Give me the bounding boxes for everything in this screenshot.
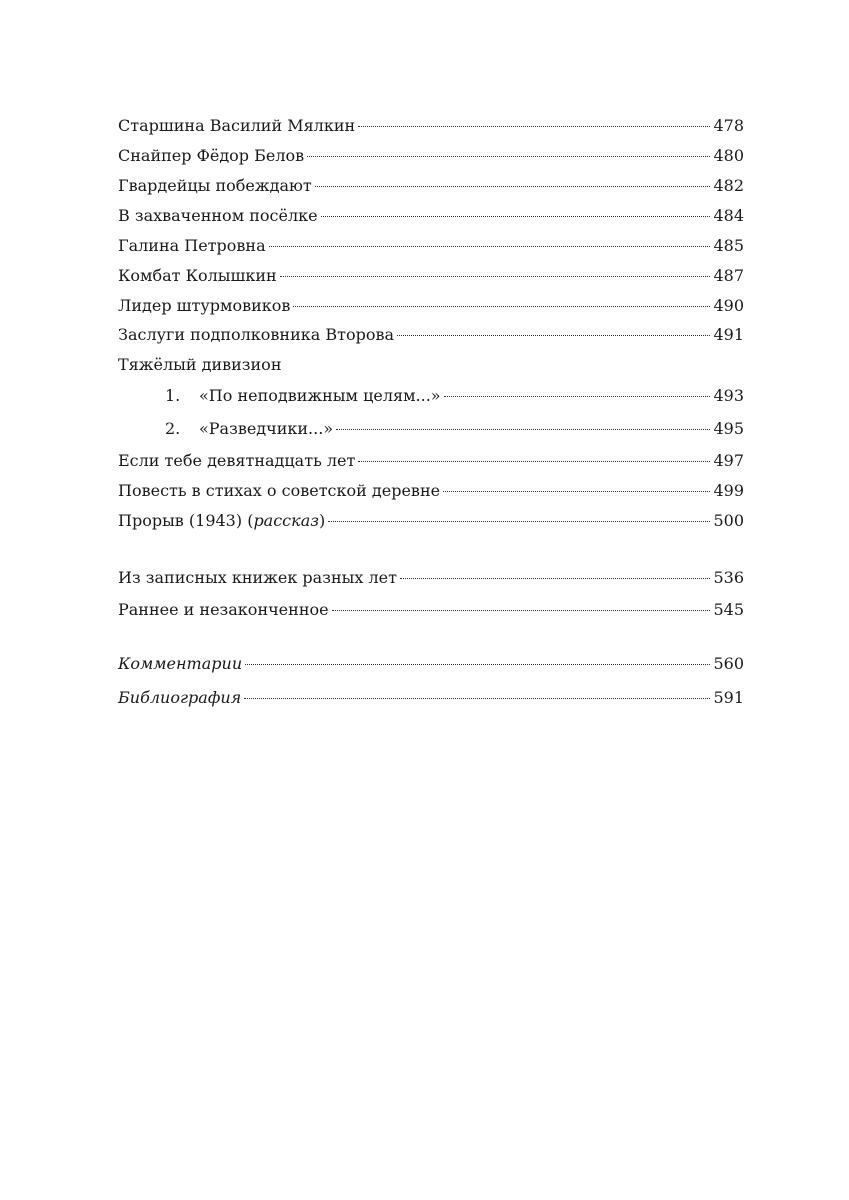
toc-entry[interactable]: [118, 566, 744, 590]
toc-entry-title: Снайпер Фёдор Белов: [118, 146, 305, 165]
dot-leader: [245, 664, 710, 665]
toc-entry-number: 1.: [165, 386, 181, 405]
toc-section-heading[interactable]: [118, 353, 744, 377]
dot-leader: [328, 521, 710, 522]
dot-leader: [444, 396, 711, 397]
toc-sub-entry[interactable]: [165, 417, 744, 441]
toc-entry-title: Повесть в стихах о советской деревне: [118, 481, 441, 500]
dot-leader: [358, 126, 710, 127]
toc-entry[interactable]: [118, 652, 744, 676]
dot-leader: [336, 429, 710, 430]
toc-entry-page: 493: [713, 386, 744, 405]
toc-entry[interactable]: [118, 174, 744, 198]
toc-entry-page: 499: [713, 481, 744, 500]
dot-leader: [358, 461, 710, 462]
dot-leader: [307, 156, 710, 157]
toc-entry-title: Комментарии: [118, 654, 243, 673]
toc-entry-page: 487: [713, 266, 744, 285]
toc-entry-page: 480: [713, 146, 744, 165]
toc-entry[interactable]: [118, 264, 744, 288]
dot-leader: [400, 578, 711, 579]
toc-entry-title-main: Прорыв (1943) (: [118, 511, 254, 530]
toc-entry-title: Галина Петровна: [118, 236, 266, 255]
toc-entry-page: 536: [713, 568, 744, 587]
toc-entry[interactable]: [118, 234, 744, 258]
toc-entry-title: [118, 509, 325, 533]
dot-leader: [443, 491, 710, 492]
toc-entry[interactable]: [118, 114, 744, 138]
toc-entry-page: 591: [713, 688, 744, 707]
toc-entry-title: Комбат Колышкин: [118, 266, 277, 285]
toc-entry-page: 491: [713, 325, 744, 344]
toc-entry-page: 495: [713, 419, 744, 438]
toc-entry-title: В захваченном посёлке: [118, 206, 318, 225]
toc-entry-title-end: ): [318, 511, 326, 530]
toc-entry[interactable]: [118, 479, 744, 503]
toc-entry-page: 485: [713, 236, 744, 255]
toc-entry-page: 500: [713, 511, 744, 530]
toc-entry-title: Раннее и незаконченное: [118, 600, 329, 619]
toc-entry-title: «Разведчики...»: [199, 419, 334, 438]
toc-entry[interactable]: [118, 294, 744, 318]
dot-leader: [315, 186, 711, 187]
toc-entry-page: 545: [713, 600, 744, 619]
toc-entry[interactable]: [118, 144, 744, 168]
toc-entry-title: Тяжёлый дивизион: [118, 355, 282, 374]
toc-entry[interactable]: [118, 323, 744, 347]
toc-entry-page: 482: [713, 176, 744, 195]
dot-leader: [321, 216, 711, 217]
dot-leader: [332, 610, 711, 611]
toc-sub-entry[interactable]: [165, 384, 744, 408]
dot-leader: [269, 246, 711, 247]
toc-entry-title: «По неподвижным целям...»: [199, 386, 441, 405]
toc-entry[interactable]: [118, 509, 744, 533]
toc-entry-page: 484: [713, 206, 744, 225]
toc-entry[interactable]: [118, 686, 744, 710]
toc-entry-title: Заслуги подполковника Второва: [118, 325, 395, 344]
toc-entry-title-italic: рассказ: [253, 511, 319, 530]
table-of-contents: [118, 0, 744, 1200]
toc-entry-title: Если тебе девятнадцать лет: [118, 451, 356, 470]
toc-entry[interactable]: [118, 204, 744, 228]
dot-leader: [244, 698, 710, 699]
toc-entry-title: Из записных книжек разных лет: [118, 568, 397, 587]
toc-entry-page: 497: [713, 451, 744, 470]
toc-entry-page: 478: [713, 116, 744, 135]
toc-entry-title: Библиография: [118, 688, 242, 707]
toc-entry-number: 2.: [165, 419, 181, 438]
toc-entry-page: 490: [713, 296, 744, 315]
dot-leader: [293, 306, 710, 307]
dot-leader: [280, 276, 711, 277]
dot-leader: [397, 335, 710, 336]
toc-entry[interactable]: [118, 598, 744, 622]
toc-entry[interactable]: [118, 449, 744, 473]
toc-entry-title: Лидер штурмовиков: [118, 296, 291, 315]
toc-entry-title: Гвардейцы побеждают: [118, 176, 312, 195]
toc-entry-title: Старшина Василий Мялкин: [118, 116, 356, 135]
toc-entry-page: 560: [713, 654, 744, 673]
